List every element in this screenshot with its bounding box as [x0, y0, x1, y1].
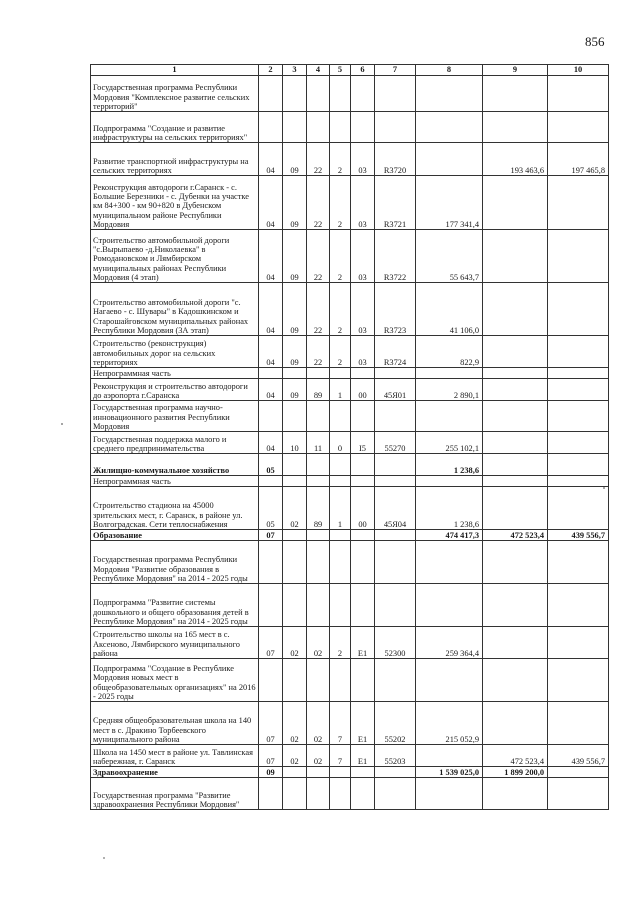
table-cell — [548, 778, 609, 810]
table-cell — [483, 487, 548, 530]
table-cell: 45Я04 — [375, 487, 416, 530]
table-cell — [283, 659, 307, 702]
table-cell — [307, 368, 330, 379]
table-cell: R3724 — [375, 336, 416, 368]
table-cell: 02 — [307, 702, 330, 745]
table-row — [91, 454, 609, 476]
table-cell: 03 — [351, 230, 375, 283]
table-cell — [351, 476, 375, 487]
table-cell: 09 — [283, 176, 307, 230]
table-cell — [375, 767, 416, 778]
table-cell: 472 523,4 — [483, 530, 548, 541]
table-cell — [416, 659, 483, 702]
table-cell: E1 — [351, 627, 375, 659]
table-cell — [375, 778, 416, 810]
table-cell: 07 — [259, 627, 283, 659]
table-cell: 197 465,8 — [548, 143, 609, 176]
table-cell — [548, 627, 609, 659]
table-cell — [330, 476, 351, 487]
row-name-cell: Реконструкция и строительство автодороги до аэропорта г.Саранска — [91, 379, 259, 401]
table-cell — [548, 432, 609, 454]
table-row — [91, 76, 609, 112]
column-header: 6 — [351, 65, 375, 76]
table-cell — [416, 584, 483, 627]
row-name-cell: Развитие транспортной инфраструктуры на сельских территориях — [91, 143, 259, 176]
row-name-cell: Подпрограмма "Развитие системы дошкольного и общего образования детей в Республике Мордовия" на 2014 - 2025 годы — [91, 584, 259, 627]
table-cell — [259, 76, 283, 112]
column-header: 2 — [259, 65, 283, 76]
table-cell — [483, 230, 548, 283]
table-cell — [375, 659, 416, 702]
table-cell: 22 — [307, 176, 330, 230]
table-cell — [548, 336, 609, 368]
table-cell — [307, 584, 330, 627]
table-row — [91, 778, 609, 810]
table-cell: 2 890,1 — [416, 379, 483, 401]
column-header: 9 — [483, 65, 548, 76]
table-cell: 22 — [307, 143, 330, 176]
table-cell — [307, 76, 330, 112]
table-cell — [351, 584, 375, 627]
table-cell: 1 539 025,0 — [416, 767, 483, 778]
table-header-row — [91, 65, 609, 76]
table-cell — [307, 778, 330, 810]
table-row — [91, 368, 609, 379]
table-cell — [483, 702, 548, 745]
table-cell: 02 — [283, 745, 307, 767]
table-cell — [375, 530, 416, 541]
table-body — [91, 76, 609, 810]
row-name-cell: Образование — [91, 530, 259, 541]
table-cell: 2 — [330, 176, 351, 230]
table-row — [91, 401, 609, 432]
row-name-cell: Здравоохранение — [91, 767, 259, 778]
table-cell — [283, 584, 307, 627]
table-row — [91, 767, 609, 778]
table-cell: 55202 — [375, 702, 416, 745]
row-name-cell: Государственная программа Республики Мордовия "Развитие образования в Республике Мордовия" на 2014 - 2025 годы — [91, 541, 259, 584]
table-cell — [416, 541, 483, 584]
row-name-cell: Государственная поддержка малого и среднего предпринимательства — [91, 432, 259, 454]
table-cell — [330, 778, 351, 810]
table-cell: 05 — [259, 487, 283, 530]
table-cell: R3720 — [375, 143, 416, 176]
table-cell — [283, 530, 307, 541]
table-cell — [483, 454, 548, 476]
table-cell — [351, 112, 375, 143]
row-name-cell: Государственная программа "Развитие здравоохранения Республики Мордовия" — [91, 778, 259, 810]
table-row — [91, 230, 609, 283]
table-cell — [548, 702, 609, 745]
table-cell: 193 463,6 — [483, 143, 548, 176]
table-cell — [548, 476, 609, 487]
table-cell — [548, 76, 609, 112]
table-cell — [483, 76, 548, 112]
table-cell: 45Я01 — [375, 379, 416, 401]
table-cell: 09 — [283, 336, 307, 368]
table-cell: 1 — [330, 379, 351, 401]
table-cell: 2 — [330, 627, 351, 659]
table-cell: R3721 — [375, 176, 416, 230]
table-row — [91, 283, 609, 336]
table-cell: 89 — [307, 487, 330, 530]
table-cell: 04 — [259, 432, 283, 454]
table-cell — [375, 454, 416, 476]
row-name-cell: Строительство (реконструкция) автомобильных дорог на сельских территориях — [91, 336, 259, 368]
row-name-cell: Строительство автомобильной дороги "с.Вырыпаево -д.Николаевка" в Ромодановском и Лямбирском муниципальных районах Республики Мордовия (4 этап) — [91, 230, 259, 283]
table-row — [91, 702, 609, 745]
table-cell — [283, 112, 307, 143]
table-cell: 02 — [307, 627, 330, 659]
table-cell — [548, 541, 609, 584]
table-row — [91, 659, 609, 702]
row-name-cell: Государственная программа Республики Мордовия "Комплексное развитие сельских территорий" — [91, 76, 259, 112]
table-cell — [483, 541, 548, 584]
column-header: 7 — [375, 65, 416, 76]
table-cell: 03 — [351, 143, 375, 176]
row-name-cell: Строительство автомобильной дороги "с. Нагаево - с. Шувары" в Кадошкинском и Старошайговском муниципальных районах Республики Мордовия (3А этап) — [91, 283, 259, 336]
table-cell — [330, 530, 351, 541]
table-row — [91, 143, 609, 176]
table-cell: R3723 — [375, 283, 416, 336]
table-cell: E1 — [351, 702, 375, 745]
table-cell — [548, 283, 609, 336]
table-cell: 09 — [283, 283, 307, 336]
table-cell — [307, 112, 330, 143]
table-cell — [283, 476, 307, 487]
row-name-cell: Реконструкция автодороги г.Саранск - с. Большие Березники - с. Дубенки на участке км 84+300 - км 90+820 в Дубенском муниципальном районе Республики Мордовия — [91, 176, 259, 230]
table-cell: 07 — [259, 745, 283, 767]
table-cell: 04 — [259, 379, 283, 401]
table-cell: 439 556,7 — [548, 530, 609, 541]
table-cell: 255 102,1 — [416, 432, 483, 454]
table-cell — [351, 659, 375, 702]
table-cell — [330, 659, 351, 702]
table-row — [91, 745, 609, 767]
table-row — [91, 487, 609, 530]
table-cell — [375, 76, 416, 112]
table-cell: 41 106,0 — [416, 283, 483, 336]
table-cell — [483, 283, 548, 336]
table-cell — [483, 401, 548, 432]
table-cell — [416, 476, 483, 487]
table-cell: 04 — [259, 230, 283, 283]
table-cell: 1 238,6 — [416, 454, 483, 476]
row-name-cell: Строительство стадиона на 45000 зрительских мест, г. Саранск, в районе ул. Волгоградская. Сети теплоснабжения — [91, 487, 259, 530]
table-cell — [351, 454, 375, 476]
table-cell — [416, 143, 483, 176]
table-cell: 10 — [283, 432, 307, 454]
row-name-cell: Средняя общеобразовательная школа на 140 мест в с. Дракино Торбеевского муниципального района — [91, 702, 259, 745]
table-cell: 09 — [283, 379, 307, 401]
table-cell: 55203 — [375, 745, 416, 767]
table-cell: 02 — [283, 487, 307, 530]
column-header: 1 — [91, 65, 259, 76]
row-name-cell: Непрограммная часть — [91, 368, 259, 379]
table-row — [91, 584, 609, 627]
row-name-cell: Подпрограмма "Создание и развитие инфраструктуры на сельских территориях" — [91, 112, 259, 143]
table-cell: 822,9 — [416, 336, 483, 368]
table-row — [91, 379, 609, 401]
table-cell — [283, 778, 307, 810]
table-cell — [416, 112, 483, 143]
table-row — [91, 176, 609, 230]
table-row — [91, 530, 609, 541]
table-cell: 439 556,7 — [548, 745, 609, 767]
row-name-cell: Жилищно-коммунальное хозяйство — [91, 454, 259, 476]
table-cell — [259, 368, 283, 379]
row-name-cell: Непрограммная часть — [91, 476, 259, 487]
table-cell — [351, 767, 375, 778]
table-cell: 1 — [330, 487, 351, 530]
table-cell: 7 — [330, 745, 351, 767]
table-cell — [416, 745, 483, 767]
table-cell — [375, 476, 416, 487]
table-cell: 09 — [259, 767, 283, 778]
table-cell — [483, 627, 548, 659]
budget-table — [90, 64, 609, 810]
table-cell — [259, 778, 283, 810]
table-cell: 04 — [259, 283, 283, 336]
page-number: 856 — [585, 34, 605, 49]
table-cell — [548, 368, 609, 379]
table-cell — [259, 401, 283, 432]
row-name-cell: Подпрограмма "Создание в Республике Мордовия новых мест в общеобразовательных организациях" на 2016 - 2025 годы — [91, 659, 259, 702]
table-cell: 474 417,3 — [416, 530, 483, 541]
table-cell: 0 — [330, 432, 351, 454]
table-cell: 55 643,7 — [416, 230, 483, 283]
column-header: 10 — [548, 65, 609, 76]
table-cell — [351, 778, 375, 810]
table-cell — [283, 454, 307, 476]
table-cell: 22 — [307, 230, 330, 283]
table-cell — [330, 112, 351, 143]
table-cell: 00 — [351, 487, 375, 530]
table-cell: 7 — [330, 702, 351, 745]
table-cell — [548, 112, 609, 143]
table-cell — [307, 767, 330, 778]
table-cell: 02 — [307, 745, 330, 767]
table-cell — [259, 584, 283, 627]
table-cell — [330, 401, 351, 432]
table-cell: I5 — [351, 432, 375, 454]
table-cell: 02 — [283, 627, 307, 659]
table-cell: 177 341,4 — [416, 176, 483, 230]
table-cell — [375, 112, 416, 143]
table-row — [91, 112, 609, 143]
table-cell — [375, 401, 416, 432]
table-cell: 2 — [330, 230, 351, 283]
scan-speck — [103, 857, 105, 859]
table-cell — [548, 454, 609, 476]
table-cell — [416, 778, 483, 810]
table-cell: 2 — [330, 336, 351, 368]
table-cell — [351, 401, 375, 432]
table-cell — [483, 476, 548, 487]
row-name-cell: Строительство школы на 165 мест в с. Аксеново, Лямбирского муниципального района — [91, 627, 259, 659]
table-cell: 22 — [307, 336, 330, 368]
column-header: 8 — [416, 65, 483, 76]
table-cell — [330, 76, 351, 112]
table-cell — [483, 379, 548, 401]
table-cell — [548, 401, 609, 432]
column-header: 3 — [283, 65, 307, 76]
table-cell: 89 — [307, 379, 330, 401]
table-cell: 07 — [259, 530, 283, 541]
table-cell — [307, 530, 330, 541]
table-row — [91, 476, 609, 487]
table-cell — [483, 659, 548, 702]
table-cell — [351, 368, 375, 379]
table-cell: 02 — [283, 702, 307, 745]
table-cell — [259, 112, 283, 143]
table-cell — [283, 767, 307, 778]
table-cell — [548, 176, 609, 230]
table-cell: 03 — [351, 176, 375, 230]
table-cell: 215 052,9 — [416, 702, 483, 745]
table-row — [91, 432, 609, 454]
table-cell: 07 — [259, 702, 283, 745]
table-cell — [483, 584, 548, 627]
table-cell: 2 — [330, 143, 351, 176]
table-cell — [416, 368, 483, 379]
table-cell — [259, 541, 283, 584]
table-cell — [307, 476, 330, 487]
row-name-cell: Школа на 1450 мест в районе ул. Тавлинская набережная, г. Саранск — [91, 745, 259, 767]
table-cell — [351, 541, 375, 584]
table-cell: 11 — [307, 432, 330, 454]
table-cell — [330, 541, 351, 584]
table-cell — [307, 659, 330, 702]
table-cell: 2 — [330, 283, 351, 336]
table-cell: 55270 — [375, 432, 416, 454]
table-cell — [483, 368, 548, 379]
table-cell — [548, 584, 609, 627]
table-cell: R3722 — [375, 230, 416, 283]
table-cell: 04 — [259, 143, 283, 176]
table-cell: 04 — [259, 176, 283, 230]
column-header: 5 — [330, 65, 351, 76]
table-row — [91, 627, 609, 659]
table-cell: 1 238,6 — [416, 487, 483, 530]
table-cell — [283, 368, 307, 379]
table-cell: 472 523,4 — [483, 745, 548, 767]
table-cell — [483, 778, 548, 810]
table-cell — [283, 76, 307, 112]
table-cell — [330, 454, 351, 476]
table-cell — [351, 76, 375, 112]
table-cell — [483, 112, 548, 143]
table-cell — [416, 401, 483, 432]
table-cell: 259 364,4 — [416, 627, 483, 659]
table-cell — [548, 379, 609, 401]
table-cell — [483, 432, 548, 454]
table-cell — [307, 454, 330, 476]
table-cell: 52300 — [375, 627, 416, 659]
table-cell: 1 899 200,0 — [483, 767, 548, 778]
table-cell — [375, 541, 416, 584]
table-cell — [351, 530, 375, 541]
table-cell — [283, 541, 307, 584]
column-header: 4 — [307, 65, 330, 76]
table-cell — [330, 584, 351, 627]
row-name-cell: Государственная программа научно-инновационного развития Республики Мордовия — [91, 401, 259, 432]
table-cell: 05 — [259, 454, 283, 476]
table-cell — [548, 767, 609, 778]
table-cell — [283, 401, 307, 432]
table-cell — [375, 584, 416, 627]
table-cell — [483, 336, 548, 368]
table-cell — [307, 541, 330, 584]
table-cell — [548, 659, 609, 702]
table-cell: 00 — [351, 379, 375, 401]
table-row — [91, 336, 609, 368]
table-cell: 03 — [351, 283, 375, 336]
table-cell — [259, 476, 283, 487]
table-cell — [375, 368, 416, 379]
table-cell — [259, 659, 283, 702]
table-row — [91, 541, 609, 584]
table-cell — [548, 487, 609, 530]
table-cell — [330, 368, 351, 379]
table-cell: 09 — [283, 143, 307, 176]
scan-speck — [61, 423, 63, 425]
table-cell: E1 — [351, 745, 375, 767]
table-cell: 03 — [351, 336, 375, 368]
table-cell: 04 — [259, 336, 283, 368]
table-cell: 22 — [307, 283, 330, 336]
table-cell — [307, 401, 330, 432]
table-cell — [330, 767, 351, 778]
table-cell: 09 — [283, 230, 307, 283]
table-cell — [416, 76, 483, 112]
table-cell — [548, 230, 609, 283]
table-cell — [483, 176, 548, 230]
